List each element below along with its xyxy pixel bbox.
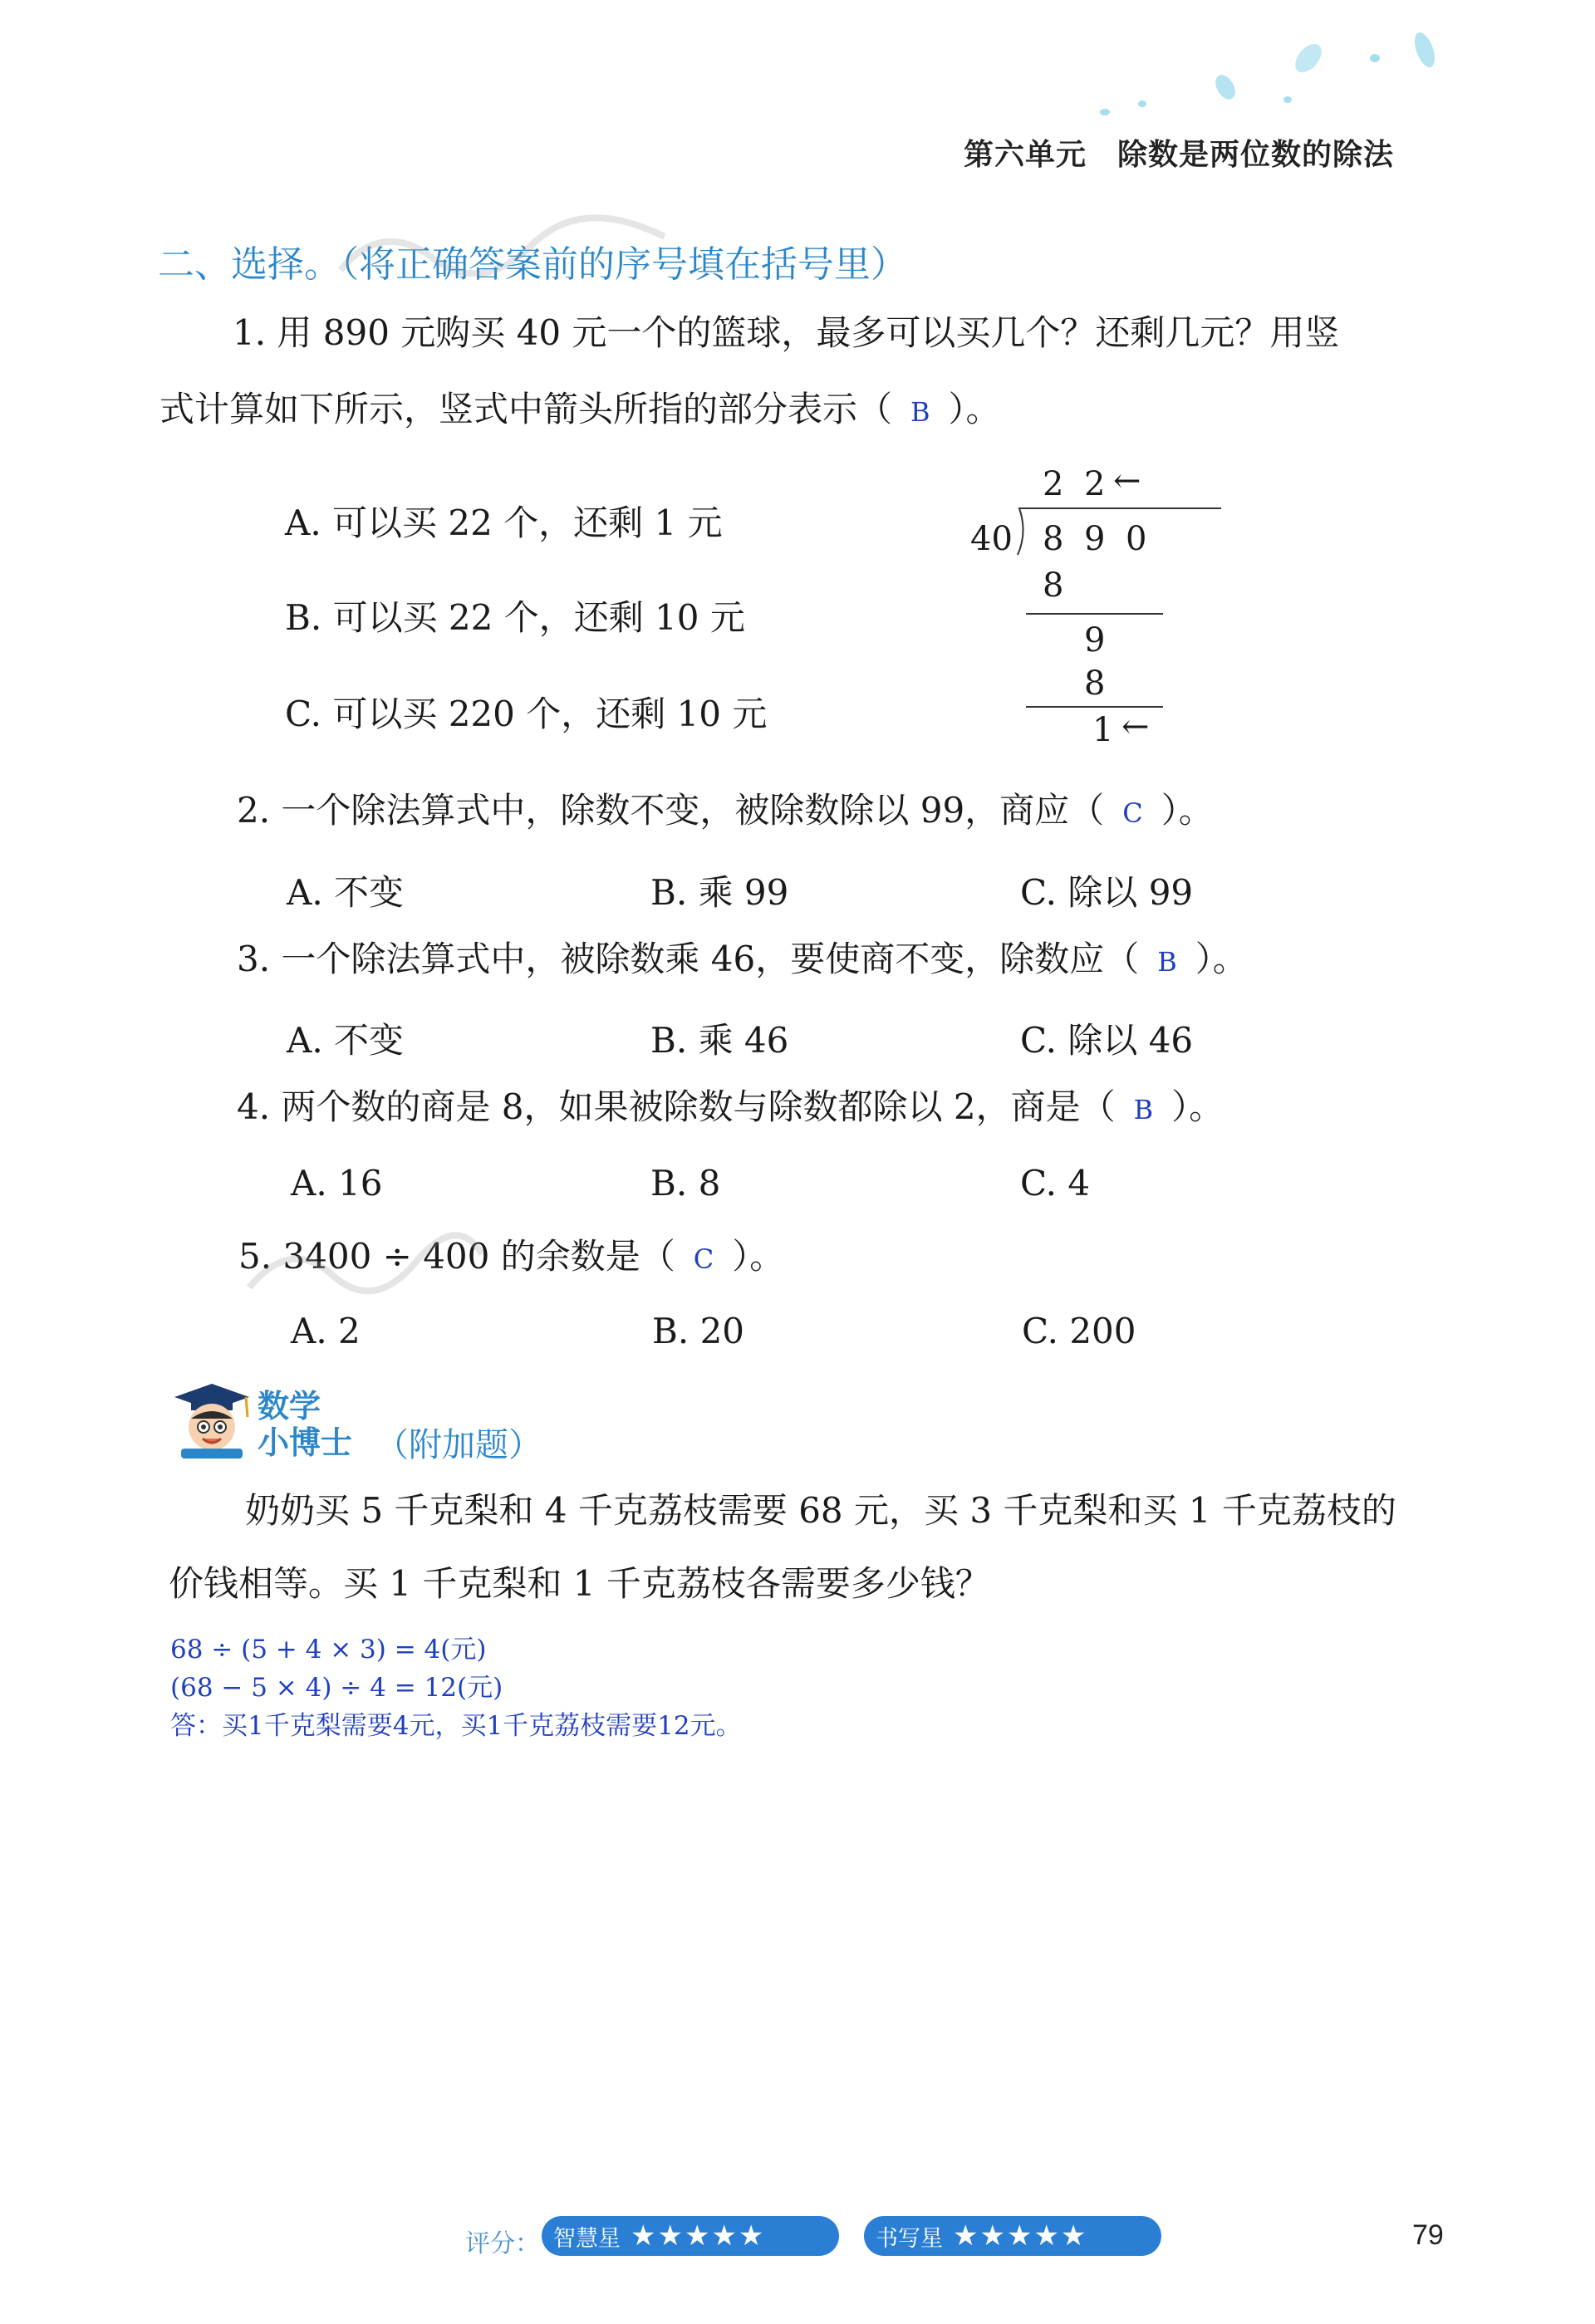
division-step: 8	[1043, 566, 1064, 605]
solution-answer: 答：买1千克梨需要4元，买1千克荔枝需要12元。	[170, 1711, 742, 1741]
bonus-subtitle: （附加题）	[375, 1426, 542, 1464]
watermark-icon	[332, 212, 681, 287]
q5-stem-end: ）。	[732, 1236, 785, 1277]
q2-option-c: C. 除以 99	[1020, 872, 1194, 913]
division-remainder: 9	[1084, 621, 1106, 659]
q2-text	[237, 790, 1214, 831]
q4-option-a: A. 16	[291, 1163, 383, 1204]
division-dividend-digit: 8	[1043, 520, 1064, 558]
star-icon: ★★★★★	[631, 2219, 766, 2253]
q1-option-b: B. 可以买 22 个，还剩 10 元	[285, 597, 745, 638]
q3-text	[237, 939, 1248, 979]
q1-answer: B	[910, 396, 930, 428]
doctor-mascot-icon	[166, 1379, 258, 1459]
score-label: 评分：	[465, 2229, 540, 2258]
q1-option-c: C. 可以买 220 个，还剩 10 元	[285, 694, 768, 734]
division-final-remainder: 1	[1092, 711, 1114, 749]
q4-answer: B	[1133, 1094, 1154, 1125]
wisdom-star-label: 智慧星	[553, 2225, 621, 2252]
division-line	[1026, 613, 1163, 615]
q2-stem-end: ）。	[1161, 790, 1214, 831]
q4-text	[237, 1086, 1224, 1127]
q4-option-b: B. 8	[650, 1163, 721, 1204]
q5-option-b: B. 20	[652, 1311, 745, 1351]
q1-option-a: A. 可以买 22 个，还剩 1 元	[285, 503, 723, 543]
arrow-left-icon: ←	[1113, 462, 1141, 500]
q1-stem-end: ）。	[948, 389, 1001, 429]
leaf-decoration-icon	[1038, 25, 1454, 125]
division-dividend-digit: 0	[1126, 520, 1147, 558]
q2-stem: 2. 一个除法算式中，除数不变，被除数除以 99，商应（	[237, 790, 1105, 831]
solution-step: 68 ÷ (5 + 4 × 3) = 4(元)	[170, 1635, 487, 1665]
q2-answer: C	[1122, 797, 1143, 829]
wisdom-star-rating	[542, 2216, 839, 2256]
writing-star-label: 书写星	[876, 2225, 943, 2252]
division-quotient-digit: 2	[1043, 465, 1064, 503]
q5-stem: 5. 3400 ÷ 400 的余数是（	[238, 1236, 675, 1277]
page-number: 79	[1412, 2219, 1444, 2251]
q3-option-b: B. 乘 46	[650, 1020, 789, 1061]
q4-stem-end: ）。	[1171, 1086, 1224, 1127]
section-title: 二、选择。（将正确答案前的序号填在括号里）	[158, 243, 907, 286]
star-icon: ★★★★★	[953, 2219, 1088, 2253]
division-bracket	[1009, 503, 1225, 561]
q5-answer: C	[693, 1243, 714, 1275]
writing-star-rating	[864, 2216, 1161, 2256]
q3-stem-end: ）。	[1195, 939, 1248, 979]
q2-option-b: B. 乘 99	[650, 872, 789, 913]
division-quotient-digit: 2	[1084, 465, 1106, 503]
bonus-problem-line2: 价钱相等。买 1 千克梨和 1 千克荔枝各需要多少钱？	[169, 1563, 990, 1604]
q3-stem: 3. 一个除法算式中，被除数乘 46，要使商不变，除数应（	[237, 939, 1140, 979]
q5-option-c: C. 200	[1022, 1311, 1136, 1351]
q1-stem: 式计算如下所示，竖式中箭头所指的部分表示（	[160, 389, 893, 429]
division-divisor: 40	[970, 520, 1013, 558]
q1-line2	[160, 389, 1001, 429]
q2-option-a: A. 不变	[287, 872, 405, 913]
bonus-problem-line1: 奶奶买 5 千克梨和 4 千克荔枝需要 68 元，买 3 千克梨和买 1 千克荔枝的	[245, 1490, 1396, 1531]
q4-stem: 4. 两个数的商是 8，如果被除数与除数都除以 2，商是（	[237, 1086, 1116, 1127]
division-dividend-digit: 9	[1084, 520, 1106, 558]
q5-option-a: A. 2	[291, 1311, 361, 1351]
badge-title: 小博士	[258, 1424, 353, 1461]
q3-option-a: A. 不变	[287, 1020, 405, 1061]
badge-title: 数学	[258, 1388, 321, 1424]
arrow-left-icon: ←	[1121, 708, 1150, 746]
unit-header: 第六单元 除数是两位数的除法	[964, 138, 1395, 172]
solution-step: (68 − 5 × 4) ÷ 4 = 12(元)	[170, 1673, 503, 1703]
division-step: 8	[1084, 664, 1106, 703]
q4-option-c: C. 4	[1020, 1163, 1091, 1204]
q3-answer: B	[1157, 946, 1177, 978]
q1-line1: 1. 用 890 元购买 40 元一个的篮球，最多可以买几个？还剩几元？用竖	[233, 312, 1340, 353]
q3-option-c: C. 除以 46	[1020, 1020, 1194, 1061]
watermark-icon	[241, 1229, 490, 1304]
